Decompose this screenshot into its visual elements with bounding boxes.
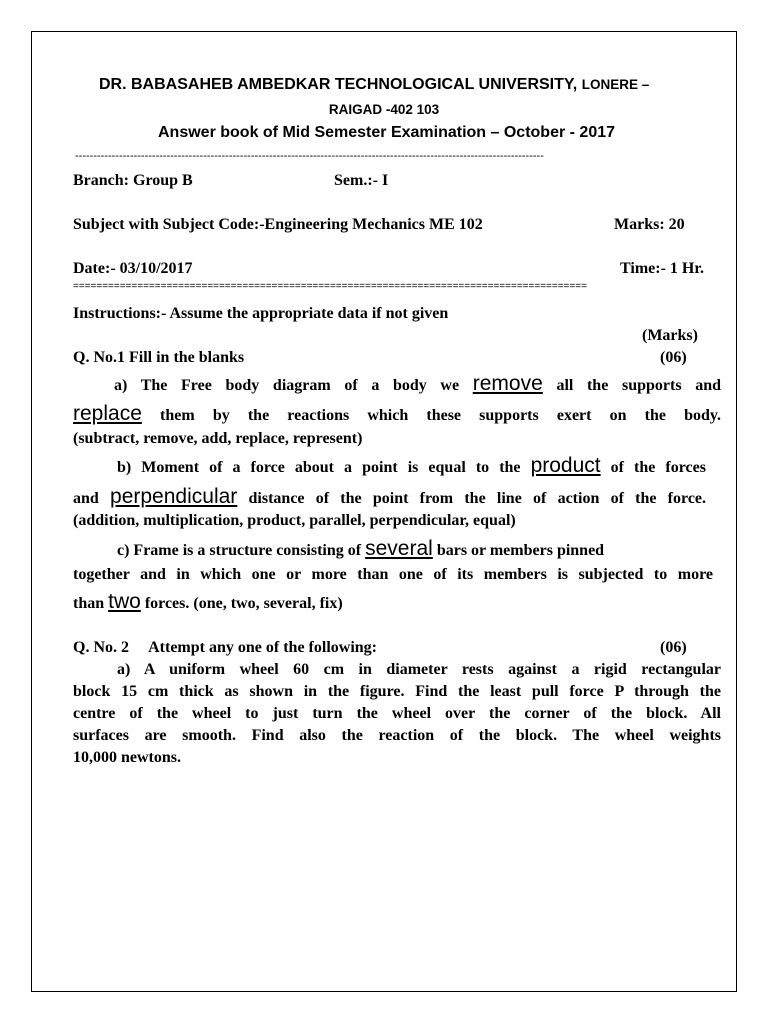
university-line1-tail: LONERE – xyxy=(581,77,650,92)
q2a-line5: 10,000 newtons. xyxy=(73,749,182,766)
q1a-line2 xyxy=(73,402,721,426)
q1a-text-pre: a) The Free body diagram of a body we xyxy=(114,377,460,394)
header-separator: -------------------------------------------------------------------------------------------------------------------------------- xyxy=(75,150,544,162)
sem-label: Sem.:- I xyxy=(334,172,389,189)
q1b-options: (addition, multiplication, product, parallel, perpendicular, equal) xyxy=(73,512,516,529)
q1c-answer-1: several xyxy=(365,537,433,560)
university-line1: DR. BABASAHEB AMBEDKAR TECHNOLOGICAL UNIVERSITY, xyxy=(99,76,578,93)
q1a-options: (subtract, remove, add, replace, represent) xyxy=(73,430,363,447)
university-address: RAIGAD -402 103 xyxy=(328,102,440,117)
time-label: Time:- 1 Hr. xyxy=(620,260,704,277)
date-label: Date:- 03/10/2017 xyxy=(73,260,193,277)
q1c-text-post: forces. (one, two, several, fix) xyxy=(144,595,343,612)
branch-label: Branch: Group B xyxy=(73,172,193,189)
marks-column-label: (Marks) xyxy=(642,327,698,344)
q1c-text-pre: c) Frame is a structure consisting of xyxy=(117,542,362,559)
q1b-text-mid: of the forces xyxy=(610,459,706,476)
q1a-answer-1: remove xyxy=(472,372,543,395)
q1c-text-mid: bars or members pinned xyxy=(436,542,605,559)
q1a-text-post: them by the reactions which these supports exert on the body. xyxy=(160,407,722,424)
q1a-text-mid: all the supports and xyxy=(556,377,721,394)
q2a-line4: surfaces are smooth. Find also the reaction of the block. The wheel weights xyxy=(73,727,721,744)
q1a-answer-2: replace xyxy=(73,402,142,425)
q1c-text-lead: than xyxy=(73,595,105,612)
q1a-line1 xyxy=(73,372,721,396)
subject-label: Subject with Subject Code:-Engineering Mechanics ME 102 xyxy=(73,216,483,233)
instructions: Instructions:- Assume the appropriate data if not given xyxy=(73,305,449,322)
meta-separator: ======================================================================================== xyxy=(73,281,587,292)
q2-marks: (06) xyxy=(660,639,687,656)
q2a-line1: a) A uniform wheel 60 cm in diameter rests against a rigid rectangular xyxy=(117,661,721,678)
q2a-line2: block 15 cm thick as shown in the figure. Find the least pull force P through the xyxy=(73,683,721,700)
q1b-answer-2: perpendicular xyxy=(110,485,238,508)
q1b-line1 xyxy=(73,454,706,478)
q1-marks: (06) xyxy=(660,349,687,366)
q1c-line2: together and in which one or more than one of its members is subjected to more xyxy=(73,566,713,583)
q1b-text-lead: and xyxy=(73,490,99,507)
q1-title: Q. No.1 Fill in the blanks xyxy=(73,349,245,366)
q1b-line2 xyxy=(73,485,706,509)
university-name xyxy=(99,76,649,94)
q1c-answer-2: two xyxy=(108,590,141,613)
q1b-answer-1: product xyxy=(530,454,601,477)
q1b-text-post: distance of the point from the line of action of the force. xyxy=(248,490,707,507)
q1c-line3 xyxy=(73,590,343,614)
q2a-line3: centre of the wheel to just turn the wheel over the corner of the block. All xyxy=(73,705,721,722)
exam-title: Answer book of Mid Semester Examination – October - 2017 xyxy=(158,124,616,141)
marks-total: Marks: 20 xyxy=(614,216,685,233)
q1b-text-pre: b) Moment of a force about a point is equal to the xyxy=(117,459,521,476)
q2-title: Q. No. 2 Attempt any one of the following: xyxy=(73,639,377,656)
q1c-line1 xyxy=(73,537,604,561)
